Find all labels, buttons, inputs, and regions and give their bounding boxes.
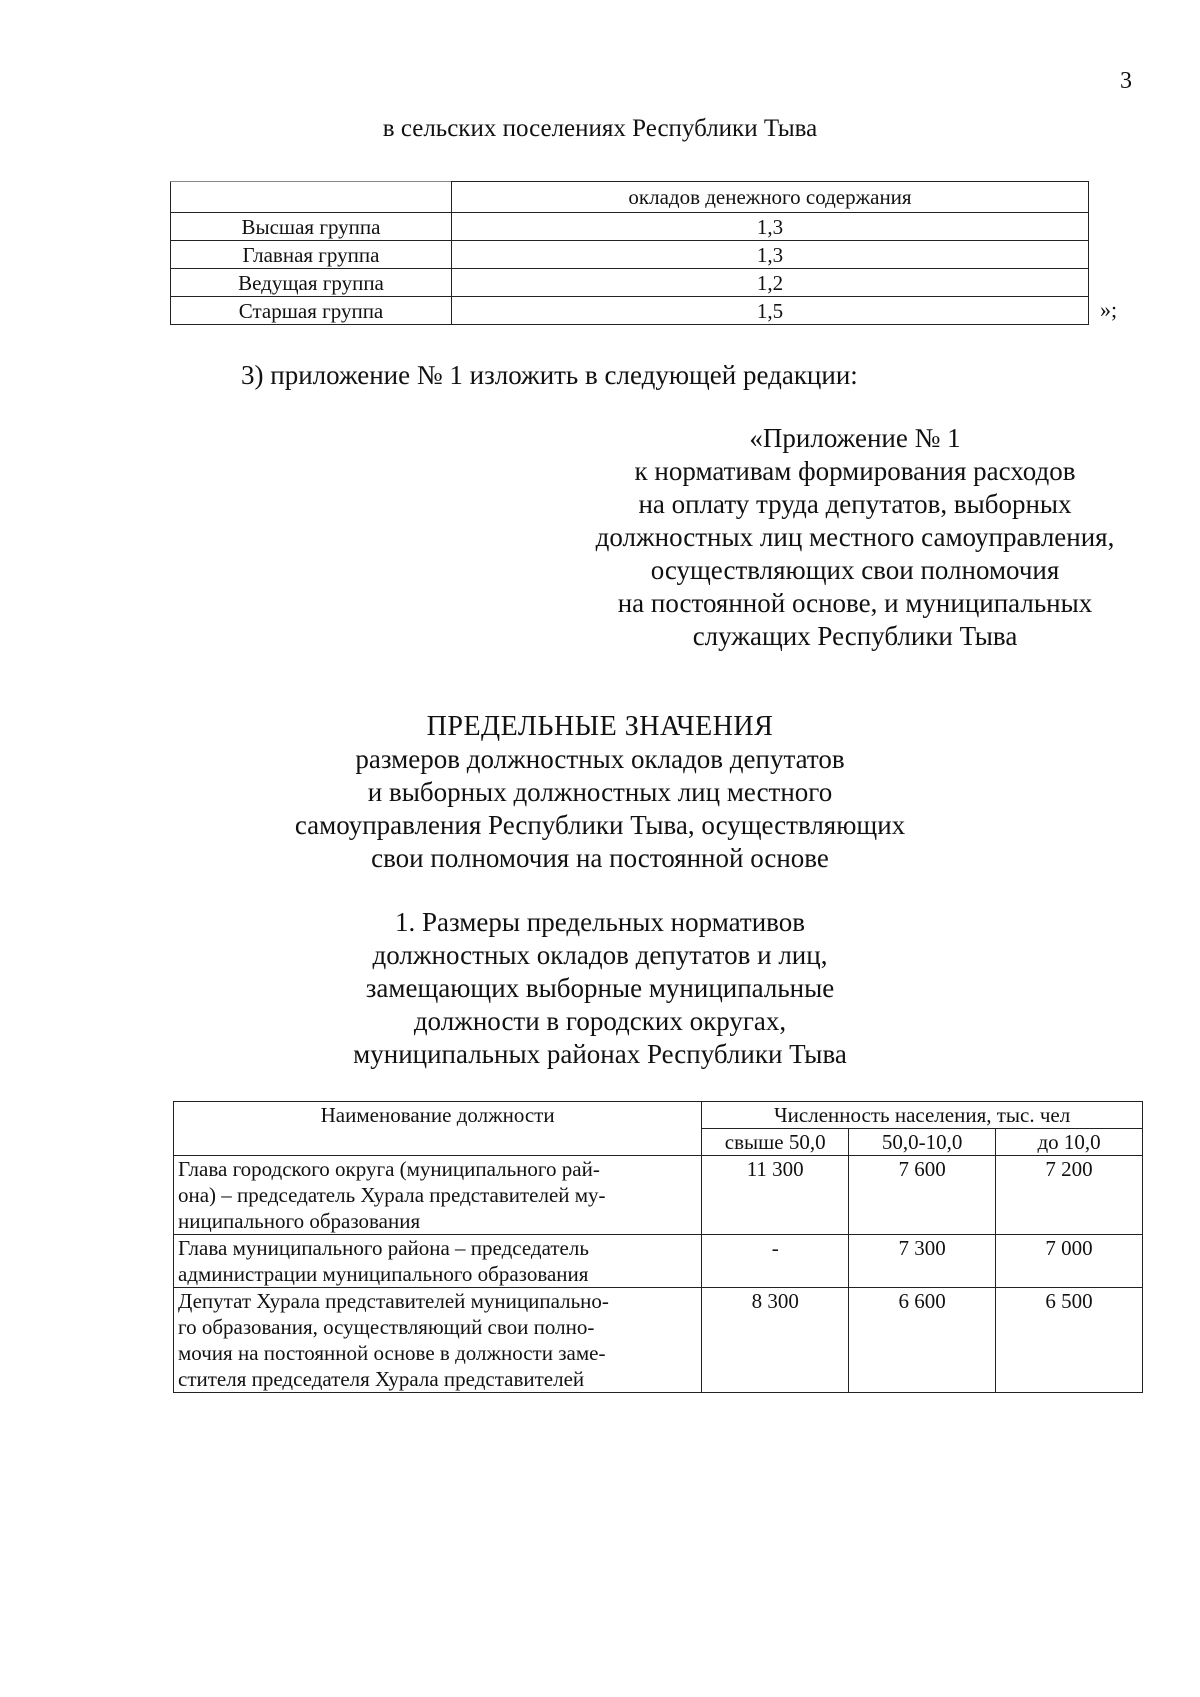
table-row: [171, 269, 1089, 297]
table-row: [171, 241, 1089, 269]
top-heading: в сельских поселениях Республики Тыва: [382, 115, 818, 142]
position-name-cell: [174, 1288, 702, 1393]
population-column-header: Численность населения, тыс. чел: [702, 1102, 1143, 1129]
table-header-row: [171, 182, 1089, 213]
salary-value-cell: 11 300: [702, 1156, 849, 1235]
coefficient-cell: 1,3: [452, 241, 1089, 269]
salary-limits-table: [173, 1101, 1143, 1393]
annex-header-line: на оплату труда депутатов, выборных: [638, 489, 1072, 519]
table-header-cell: [171, 182, 452, 213]
position-name-line: Депутат Хурала представителей муниципально-: [178, 1289, 609, 1313]
section-heading-line: должности в городских округах,: [413, 1006, 787, 1036]
salary-value-cell: 8 300: [702, 1288, 849, 1393]
group-cell: Старшая группа: [171, 297, 452, 325]
coefficient-cell: 1,3: [452, 213, 1089, 241]
position-column-header: Наименование должности: [174, 1102, 702, 1156]
coefficient-cell: 1,5: [452, 297, 1089, 325]
table-row: [171, 213, 1089, 241]
section-heading-line: муниципальных районах Республики Тыва: [353, 1039, 847, 1069]
position-name-line: администрации муниципального образования: [178, 1262, 589, 1286]
position-name-line: стителя председателя Хурала представителей: [178, 1367, 585, 1391]
position-name-line: Глава муниципального района – председатель: [178, 1236, 589, 1260]
group-cell: Ведущая группа: [171, 269, 452, 297]
position-name-cell: [174, 1235, 702, 1288]
population-subheader: 50,0-10,0: [849, 1129, 996, 1156]
position-name-line: она) – председатель Хурала представителей му-: [178, 1183, 606, 1207]
section-heading-line: 1. Размеры предельных нормативов: [395, 907, 805, 937]
annex-header-line: служащих Республики Тыва: [692, 621, 1018, 651]
salary-value-cell: 6 500: [996, 1288, 1143, 1393]
salary-value-cell: 6 600: [849, 1288, 996, 1393]
annex-header-line: на постоянной основе, и муниципальных: [617, 588, 1093, 618]
annex-header-line: осуществляющих свои полномочия: [650, 555, 1060, 585]
annex-header: [575, 422, 1135, 653]
page-number: 3: [1120, 68, 1132, 94]
document-title: ПРЕДЕЛЬНЫЕ ЗНАЧЕНИЯ: [426, 711, 774, 742]
position-name-line: ниципального образования: [178, 1209, 421, 1233]
table-row: [171, 297, 1089, 325]
subtitle-line: свои полномочия на постоянной основе: [371, 843, 829, 873]
table-row: [174, 1288, 1143, 1393]
annex-header-line: должностных лиц местного самоуправления,: [595, 522, 1115, 552]
subtitle-line: размеров должностных окладов депутатов: [355, 744, 845, 774]
population-subheader: до 10,0: [996, 1129, 1143, 1156]
salary-value-cell: -: [702, 1235, 849, 1288]
population-subheader: свыше 50,0: [702, 1129, 849, 1156]
document-title-block: [0, 710, 1200, 875]
salary-value-cell: 7 000: [996, 1235, 1143, 1288]
position-name-line: го образования, осуществляющий свои полно-: [178, 1315, 595, 1339]
table-row: [174, 1235, 1143, 1288]
position-name-cell: [174, 1156, 702, 1235]
section-heading-line: замещающих выборные муниципальные: [365, 973, 835, 1003]
table-header-row: [174, 1102, 1143, 1129]
table-header-cell: окладов денежного содержания: [452, 182, 1089, 213]
coefficients-table: [170, 181, 1089, 325]
coefficient-cell: 1,2: [452, 269, 1089, 297]
salary-value-cell: 7 300: [849, 1235, 996, 1288]
subtitle-line: и выборных должностных лиц местного: [367, 777, 833, 807]
subtitle-line: самоуправления Республики Тыва, осуществляющих: [294, 810, 906, 840]
salary-value-cell: 7 200: [996, 1156, 1143, 1235]
section-1-heading: [0, 906, 1200, 1071]
group-cell: Высшая группа: [171, 213, 452, 241]
annex-header-line: к нормативам формирования расходов: [634, 456, 1076, 486]
item-3-paragraph: 3) приложение № 1 изложить в следующей редакции:: [241, 360, 858, 390]
group-cell: Главная группа: [171, 241, 452, 269]
position-name-line: мочия на постоянной основе в должности заме-: [178, 1341, 606, 1365]
salary-value-cell: 7 600: [849, 1156, 996, 1235]
closing-quote: »;: [1100, 297, 1118, 322]
position-name-line: Глава городского округа (муниципального рай-: [178, 1157, 600, 1181]
annex-header-line: «Приложение № 1: [749, 423, 961, 453]
section-heading-line: должностных окладов депутатов и лиц,: [372, 940, 828, 970]
table-row: [174, 1156, 1143, 1235]
